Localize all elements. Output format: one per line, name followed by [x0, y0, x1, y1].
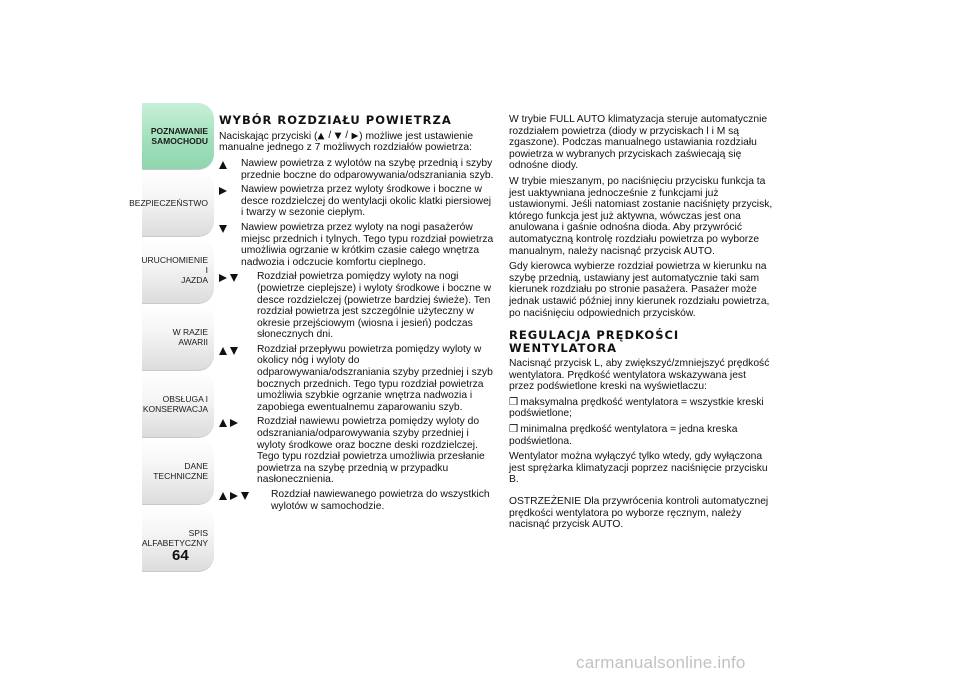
tab-label: BEZPIECZEŃSTWO — [129, 198, 208, 208]
tab-dane-techniczne[interactable] — [142, 438, 214, 505]
item-text: Rozdział nawiewanego powietrza do wszystkich wylotów w samochodzie. — [271, 489, 490, 512]
arrow-right-icon — [219, 274, 227, 282]
arrow-up-icon — [219, 419, 227, 427]
item-text: Nawiew powietrza przez wyloty na nogi pasażerów miejsc przednich i tylnych. Tego typu rozdział powietrza umożliwia ogrzanie w krótkim czasie całego wnętrza nadwozia i odczucie komfortu cieplnego. — [241, 221, 494, 268]
tab-poznawanie-samochodu[interactable] — [142, 103, 214, 170]
item-text: Nawiew powietrza z wylotów na szybę przednią i szyby przednie boczne do odparowywania/odszraniania szyb. — [241, 157, 494, 181]
intro-paragraph — [219, 130, 495, 154]
arrow-down-icon — [230, 347, 238, 355]
item-icons — [219, 222, 241, 268]
arrow-right-icon — [352, 132, 359, 139]
watermark: carmanualsonline.info — [576, 653, 746, 672]
arrow-up-icon — [219, 161, 227, 169]
section-heading-air-distribution: WYBÓR ROZDZIAŁU POWIETRZA — [219, 113, 452, 127]
separator: / — [328, 130, 332, 141]
tab-label: SPIS ALFABETYCZNY — [141, 528, 209, 548]
arrow-right-icon — [230, 419, 238, 427]
tab-label: OBSŁUGA I KONSERWACJA — [142, 394, 208, 414]
list-item — [219, 416, 495, 486]
list-item — [219, 184, 495, 219]
tab-w-razie-awarii[interactable] — [142, 304, 214, 371]
arrow-up-icon — [219, 347, 227, 355]
list-item — [219, 271, 495, 341]
right-column — [509, 114, 773, 535]
item-text: Rozdział powietrza pomiędzy wyloty na nogi (powietrze cieplejsze) i wyloty środkowe i boczne w desce rozdzielczej (powietrze bardziej świeże). Ten rozdział powietrza jest szczególnie użyteczny w okresie przejściowym (wiosna i jesień) podczas słonecznych dni. — [257, 271, 492, 341]
left-column — [219, 114, 495, 515]
arrow-up-icon — [318, 132, 325, 139]
chapter-sidebar — [129, 103, 214, 572]
paragraph: Gdy kierowca wybierze rozdział powietrza w kierunku na szybę przednią, ustawiany jest automatycznie taki sam kierunek rozdziału po stronie pasażera. Pasażer może jednak ustawić później inny kierunek rozdziału powietrza, po naciśnięciu odpowiednich przycisków. — [509, 261, 770, 319]
warning-paragraph: OSTRZEŻENIE Dla przywrócenia kontroli automatycznej prędkości wentylatora po wyborze ręcznym, należy nacisnąć przycisk AUTO. — [509, 496, 769, 531]
bullet-item — [509, 397, 773, 420]
item-text: Nawiew powietrza przez wyloty środkowe i boczne w desce rozdzielczej do wentylacji okolic klatki piersiowej i twarzy w sezonie ciepłym. — [241, 184, 492, 219]
arrow-down-icon — [230, 274, 238, 282]
item-icons — [219, 416, 257, 486]
checkbox-bullet-icon: ❒ — [509, 396, 519, 408]
arrow-down-icon — [241, 492, 249, 500]
paragraph: W trybie FULL AUTO klimatyzacja steruje automatycznie rozdziałem powietrza (diody w przyciskach l i M są zgaszone). Podczas manualnego ustawiania rozdziału powietrza w wybranych przyciskach zaświecają się odnośne diody. — [509, 114, 768, 172]
distribution-buttons-icons — [317, 130, 359, 142]
tab-label: URUCHOMIENIE I JAZDA — [141, 255, 208, 285]
separator: / — [345, 130, 349, 141]
page-number: 64 — [172, 547, 189, 564]
item-icons — [219, 158, 241, 181]
list-item — [219, 222, 495, 268]
checkbox-bullet-icon: ❒ — [509, 424, 519, 436]
fan-intro-paragraph: Nacisnąć przycisk L, aby zwiększyć/zmniejszyć prędkość wentylatora. Prędkość wentylatora wskazywana jest przez podświetlone kreski na wyświetlaczu: — [509, 358, 770, 393]
tab-label: W RAZIE AWARII — [172, 327, 208, 347]
intro-text: ) możliwe jest ustawienie manualne jednego z 7 możliwych rozdziałów powietrza: — [219, 130, 474, 154]
list-item — [219, 344, 495, 414]
arrow-up-icon — [219, 492, 227, 500]
list-item — [219, 489, 495, 512]
item-icons — [219, 344, 257, 414]
arrow-right-icon — [230, 492, 238, 500]
item-icons — [219, 271, 257, 341]
item-text: Rozdział przepływu powietrza pomiędzy wyloty w okolicy nóg i wyloty do odparowywania/odszraniania szyby przedniej i szyb bocznych przednich. Tego typu rozdział powietrza umożliwia szybkie ogrzanie wnętrza nadwozia i zapobiega ewentualnemu zaparowaniu szyb. — [257, 343, 493, 413]
paragraph: W trybie mieszanym, po naciśnięciu przycisku funkcja ta jest uaktywniana jednocześnie z funkcjami już ustawionymi. Jeśli natomiast zostanie naciśnięty przycisk, którego funkcja jest już aktywna, wówczas jest ona anulowana i gaśnie odnośna dioda. Aby przywrócić automatyczną kontrolę rozdziału powietrza po wyborze manualnym, należy nacisnąć przycisk AUTO. — [509, 175, 773, 257]
arrow-down-icon — [335, 132, 342, 139]
tab-label: DANE TECHNICZNE — [153, 461, 208, 481]
intro-text: Naciskając przyciski ( — [219, 130, 318, 142]
bullet-text: minimalna prędkość wentylatora = jedna kreska podświetlona. — [509, 424, 738, 447]
bullet-text: maksymalna prędkość wentylatora = wszystkie kreski podświetlone; — [509, 396, 764, 420]
item-icons — [219, 489, 271, 512]
item-text: Rozdział nawiewu powietrza pomiędzy wyloty do odszraniania/odparowywania szyby przedniej i wyloty środkowe oraz boczne deski rozdzielczej. Tego typu rozdział powietrza umożliwia przesłanie powietrza na szybę przednią w przypadku nasłonecznienia. — [257, 416, 485, 486]
section-heading-fan-speed: REGULACJA PRĘDKOŚCI WENTYLATORA — [509, 328, 680, 356]
tab-bezpieczenstwo[interactable] — [129, 170, 214, 237]
arrow-down-icon — [219, 225, 227, 233]
tab-uruchomienie-i-jazda[interactable] — [142, 237, 214, 304]
fan-off-paragraph: Wentylator można wyłączyć tylko wtedy, gdy wyłączona jest sprężarka klimatyzacji poprzez naciśnięcie przycisku B. — [509, 451, 768, 486]
item-icons — [219, 184, 241, 219]
tab-label: POZNAWANIE SAMOCHODU — [150, 126, 208, 146]
list-item — [219, 158, 495, 181]
bullet-item — [509, 424, 773, 447]
tab-obsluga-i-konserwacja[interactable] — [142, 371, 214, 438]
arrow-right-icon — [219, 187, 227, 195]
